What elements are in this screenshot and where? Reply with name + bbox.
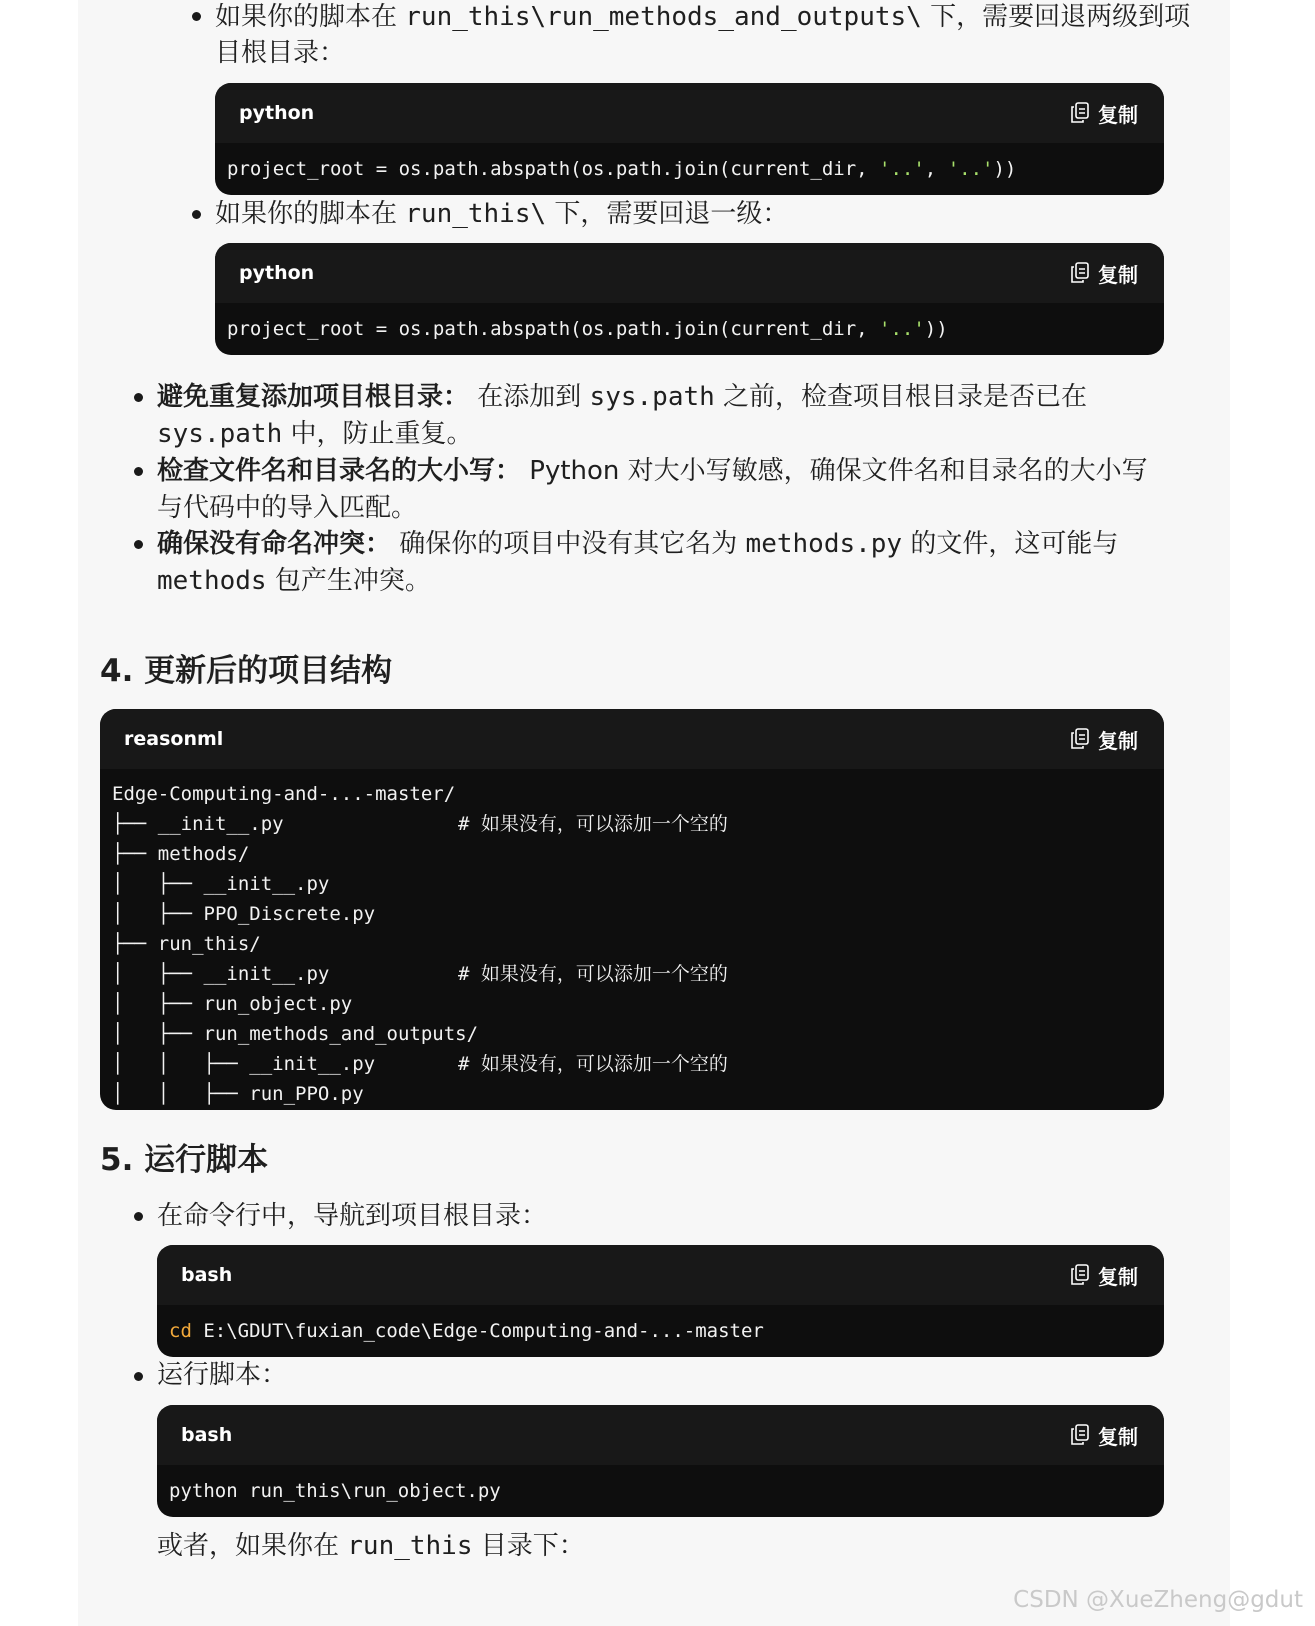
tree-entry: ├── run_this/ <box>112 933 261 955</box>
inline-code: methods.py <box>745 529 903 559</box>
code-language-label: reasonml <box>124 728 224 750</box>
section-5-heading: 5. 运行脚本 <box>100 1142 269 1178</box>
inline-code: sys.path <box>589 382 715 412</box>
tree-entry: │ ├── __init__.py <box>112 873 330 895</box>
trailing-paragraph: 或者，如果你在 run_this 目录下： <box>157 1531 585 1561</box>
code-content: cd E:\GDUT\fuxian_code\Edge-Computing-and-...-master <box>169 1320 764 1342</box>
code-content <box>100 769 1164 1110</box>
tree-entry: │ ├── PPO_Discrete.py <box>112 903 376 925</box>
code-header <box>100 709 1164 769</box>
tip-name-conflict-line2: methods 包产生冲突。 <box>157 566 431 596</box>
code-header <box>157 1245 1164 1305</box>
tree-entry: ├── methods/ <box>112 843 250 865</box>
tree-entry: Edge-Computing-and-...-master/ <box>112 783 456 805</box>
tree-line <box>112 870 1152 900</box>
bullet-text: 下，需要回退两级到项 <box>921 2 1191 32</box>
bullet-dot <box>134 1212 143 1221</box>
code-block-python-1 <box>215 83 1164 195</box>
copy-label: 复制 <box>1098 102 1138 127</box>
tree-entry: │ │ ├── run_PPO.py <box>112 1083 364 1105</box>
copy-button[interactable] <box>1070 259 1138 288</box>
code-block-python-2 <box>215 243 1164 355</box>
tip-title: 避免重复添加项目根目录： <box>157 382 470 412</box>
tree-comment: # 如果没有，可以添加一个空的 <box>458 813 728 835</box>
tree-line <box>112 930 1152 960</box>
bullet-text: 如果你的脚本在 <box>215 199 406 229</box>
tree-line <box>112 900 1152 930</box>
tree-entry: │ ├── run_methods_and_outputs/ <box>112 1023 479 1045</box>
code-language-label: python <box>239 262 315 284</box>
bullet-dot <box>134 467 143 476</box>
tip-avoid-duplicate-line2: sys.path 中，防止重复。 <box>157 419 473 449</box>
code-block-bash-2 <box>157 1405 1164 1517</box>
tip-avoid-duplicate: 避免重复添加项目根目录： 在添加到 sys.path 之前，检查项目根目录是否已在 <box>157 382 1088 412</box>
copy-icon <box>1070 1424 1090 1446</box>
bullet-item-two-levels-line2 <box>215 35 345 72</box>
code-content: project_root = os.path.abspath(os.path.join(current_dir, '..', '..')) <box>227 158 1017 180</box>
bullet-dot <box>192 12 201 21</box>
article-page <box>78 0 1230 1626</box>
tree-line <box>112 810 1152 840</box>
tree-entry: │ ├── __init__.py <box>112 963 330 985</box>
tree-line <box>112 780 1152 810</box>
tree-line <box>112 840 1152 870</box>
copy-icon <box>1070 262 1090 284</box>
inline-code: run_this\ <box>405 199 547 229</box>
copy-button[interactable] <box>1070 1261 1138 1290</box>
bullet-text: 下，需要回退一级： <box>546 199 789 229</box>
copy-label: 复制 <box>1098 728 1138 753</box>
bullet-run-script: 运行脚本： <box>157 1360 288 1390</box>
tree-line <box>112 960 1152 990</box>
inline-code: methods <box>157 566 267 596</box>
watermark: CSDN @XueZheng@gdut <box>1013 1587 1303 1613</box>
code-language-label: bash <box>181 1264 233 1286</box>
copy-label: 复制 <box>1098 1264 1138 1289</box>
copy-icon <box>1070 728 1090 750</box>
copy-icon <box>1070 102 1090 124</box>
copy-label: 复制 <box>1098 262 1138 287</box>
code-header <box>157 1405 1164 1465</box>
inline-code: sys.path <box>157 419 283 449</box>
tree-entry: │ │ ├── __init__.py <box>112 1053 376 1075</box>
tip-title: 检查文件名和目录名的大小写： <box>157 456 522 486</box>
copy-label: 复制 <box>1098 1424 1138 1449</box>
tree-line <box>112 1080 1152 1110</box>
bullet-navigate-root: 在命令行中，导航到项目根目录： <box>157 1201 548 1231</box>
tip-case-sensitive: 检查文件名和目录名的大小写： Python 对大小写敏感，确保文件名和目录名的大小写 <box>157 456 1148 486</box>
code-header <box>215 243 1164 303</box>
tree-comment: # 如果没有，可以添加一个空的 <box>458 1053 728 1075</box>
tree-entry: │ ├── run_object.py <box>112 993 353 1015</box>
code-language-label: python <box>239 102 315 124</box>
tree-line <box>112 1050 1152 1080</box>
inline-code: run_this\run_methods_and_outputs\ <box>405 2 922 32</box>
bullet-text: 如果你的脚本在 <box>215 2 406 32</box>
section-4-heading: 4. 更新后的项目结构 <box>100 653 393 689</box>
copy-button[interactable] <box>1070 725 1138 754</box>
bullet-dot <box>134 393 143 402</box>
code-header <box>215 83 1164 143</box>
bullet-dot <box>134 1372 143 1381</box>
copy-icon <box>1070 1264 1090 1286</box>
code-block-project-tree <box>100 709 1164 1110</box>
code-content: python run_this\run_object.py <box>169 1480 501 1502</box>
bullet-text: 目根目录： <box>215 38 346 68</box>
bullet-item-two-levels <box>215 0 1190 36</box>
copy-button[interactable] <box>1070 1421 1138 1450</box>
code-language-label: bash <box>181 1424 233 1446</box>
tip-name-conflict: 确保没有命名冲突： 确保你的项目中没有其它名为 methods.py 的文件，这可能与 <box>157 529 1119 559</box>
copy-button[interactable] <box>1070 99 1138 128</box>
tree-line <box>112 990 1152 1020</box>
tip-case-sensitive-line2: 与代码中的导入匹配。 <box>157 493 418 523</box>
bullet-item-one-level <box>215 196 788 233</box>
bullet-dot <box>134 540 143 549</box>
bullet-dot <box>192 210 201 219</box>
inline-code: run_this <box>347 1531 473 1561</box>
tip-title: 确保没有命名冲突： <box>157 529 392 559</box>
tree-line <box>112 1020 1152 1050</box>
code-content: project_root = os.path.abspath(os.path.join(current_dir, '..')) <box>227 318 948 340</box>
code-block-bash-1 <box>157 1245 1164 1357</box>
tree-entry: ├── __init__.py <box>112 813 284 835</box>
tree-comment: # 如果没有，可以添加一个空的 <box>458 963 728 985</box>
